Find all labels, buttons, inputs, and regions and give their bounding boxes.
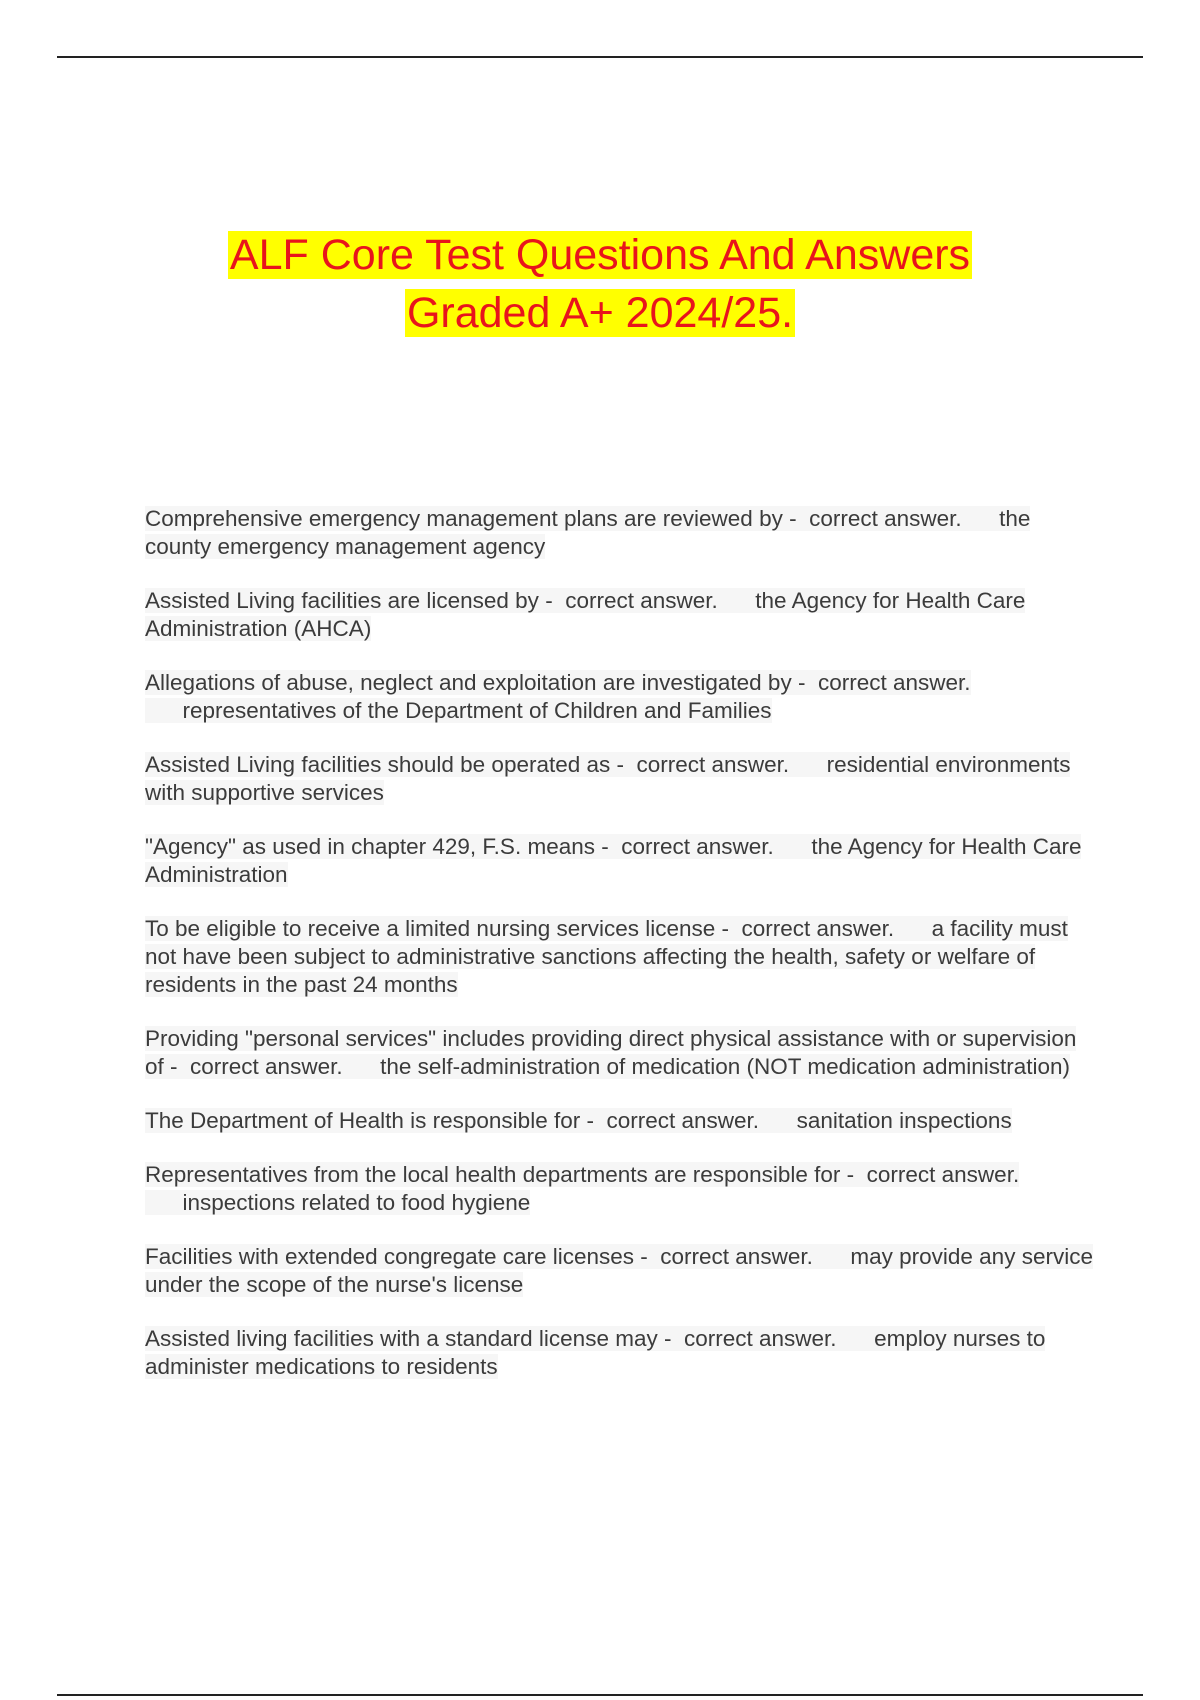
qa-question: Assisted living facilities with a standard license may - bbox=[145, 1326, 672, 1351]
footer-rule bbox=[57, 1694, 1143, 1696]
qa-item bbox=[145, 833, 1095, 889]
qa-item bbox=[145, 587, 1095, 643]
qa-answer: representatives of the Department of Children and Families bbox=[182, 698, 772, 723]
qa-question: Assisted Living facilities are licensed by - bbox=[145, 588, 553, 613]
qa-question: The Department of Health is responsible for - bbox=[145, 1108, 594, 1133]
title-line-1: ALF Core Test Questions And Answers bbox=[229, 231, 971, 279]
qa-answer: may provide any service under the scope of the nurse's license bbox=[145, 1244, 1093, 1297]
qa-answer: the Agency for Health Care Administration bbox=[145, 834, 1082, 887]
qa-answer: a facility must not have been subject to administrative sanctions affecting the health, safety or welfare of residents in the past 24 months bbox=[145, 916, 1068, 997]
qa-answer: employ nurses to administer medications to residents bbox=[145, 1326, 1046, 1379]
qa-answer: residential environments with supportive services bbox=[145, 752, 1071, 805]
document-title bbox=[0, 226, 1200, 342]
qa-marker: correct answer. bbox=[636, 752, 790, 777]
qa-list bbox=[145, 505, 1095, 1407]
qa-marker: correct answer. bbox=[190, 1054, 343, 1079]
qa-question: Representatives from the local health departments are responsible for - bbox=[145, 1162, 855, 1187]
qa-item bbox=[145, 669, 1095, 725]
title-line-2: Graded A+ 2024/25. bbox=[406, 289, 794, 337]
qa-question: Assisted Living facilities should be operated as - bbox=[145, 752, 625, 777]
qa-answer: the county emergency management agency bbox=[145, 506, 1031, 559]
qa-question: Facilities with extended congregate care licenses - bbox=[145, 1244, 648, 1269]
qa-marker: correct answer. bbox=[866, 1162, 1020, 1187]
qa-question: Comprehensive emergency management plans are reviewed by - bbox=[145, 506, 797, 531]
qa-marker: correct answer. bbox=[565, 588, 718, 613]
qa-item bbox=[145, 751, 1095, 807]
qa-question: Providing "personal services" includes providing direct physical assistance with or supervision of - bbox=[145, 1026, 1077, 1079]
header-rule bbox=[57, 56, 1143, 58]
qa-question: Allegations of abuse, neglect and exploitation are investigated by - bbox=[145, 670, 806, 695]
qa-question: To be eligible to receive a limited nursing services license - bbox=[145, 916, 730, 941]
qa-answer: sanitation inspections bbox=[796, 1108, 1012, 1133]
qa-answer: inspections related to food hygiene bbox=[182, 1190, 531, 1215]
qa-marker: correct answer. bbox=[741, 916, 895, 941]
qa-marker: correct answer. bbox=[683, 1326, 837, 1351]
qa-marker: correct answer. bbox=[621, 834, 774, 859]
qa-item bbox=[145, 1161, 1095, 1217]
qa-question: "Agency" as used in chapter 429, F.S. means - bbox=[145, 834, 609, 859]
qa-marker: correct answer. bbox=[606, 1108, 760, 1133]
qa-marker: correct answer. bbox=[660, 1244, 813, 1269]
qa-answer: the Agency for Health Care Administration (AHCA) bbox=[145, 588, 1026, 641]
qa-item bbox=[145, 1107, 1095, 1135]
qa-item bbox=[145, 1025, 1095, 1081]
qa-marker: correct answer. bbox=[817, 670, 971, 695]
qa-answer: the self-administration of medication (NOT medication administration) bbox=[380, 1054, 1070, 1079]
qa-item bbox=[145, 1325, 1095, 1381]
qa-item bbox=[145, 505, 1095, 561]
qa-item bbox=[145, 1243, 1095, 1299]
qa-item bbox=[145, 915, 1095, 999]
qa-marker: correct answer. bbox=[809, 506, 962, 531]
